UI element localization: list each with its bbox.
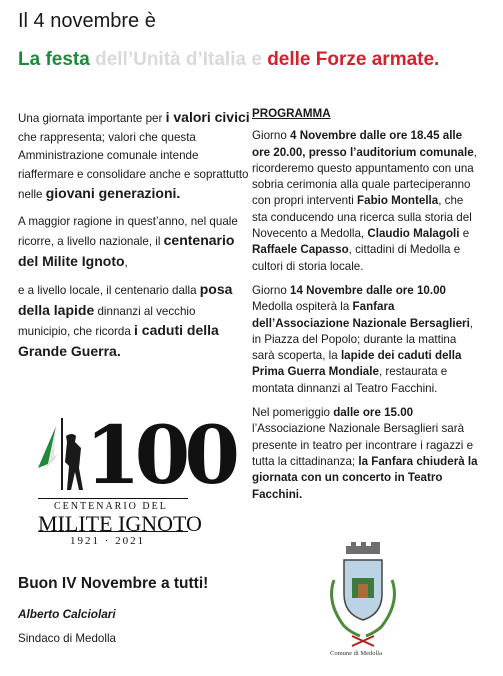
bold-text: 14 Novembre dalle ore 10.00 (290, 283, 446, 297)
highlight-text: giovani generazioni. (45, 185, 181, 201)
text: , ricorderemo questo appuntamento con una sobria cerimonia alla quale parteciperanno con propri interventi (252, 145, 477, 208)
text: Una giornata importante per (18, 112, 166, 125)
bold-text: lapide dei caduti della Prima Guerra Mondiale (252, 349, 462, 379)
text: e (459, 227, 470, 241)
title-red-part: delle Forze armate. (261, 49, 440, 70)
text: Giorno (252, 129, 291, 143)
title-white-part: dell’Unità d’Italia e (89, 49, 262, 70)
title-line-2 (18, 49, 439, 71)
bold-text: Fabio Montella (357, 194, 439, 208)
bold-text: Fanfara dell’Associazione Nazionale Bersaglieri (252, 300, 470, 330)
bold-text: 4 Novembre dalle ore 18.45 alle ore 20.00, presso l’auditorium comunale (252, 129, 474, 159)
intro-paragraph-1 (18, 108, 250, 205)
text: , in Piazza del Popolo; durante la mattina sarà scoperta, la (252, 316, 474, 363)
signer-name: Alberto Calciolari (18, 607, 116, 621)
text: Medolla ospiterà la (252, 300, 353, 314)
title-line-1: Il 4 novembre è (18, 10, 156, 32)
text: , che sta conducendo una ricerca sulla storia del Novecento a Medolla, (252, 194, 472, 241)
signer-role: Sindaco di Medolla (18, 632, 116, 645)
text: A maggior ragione in quest’anno, nel quale ricorre, a livello nazionale, il (18, 214, 238, 248)
bold-text: la Fanfara chiuderà la giornata con un concerto in Teatro Facchini. (252, 454, 478, 501)
text: che rappresenta; valori che questa Amministrazione comunale intende riaffermare e consolidare anche e soprattutto nelle (18, 130, 249, 201)
title-green-part: La festa (18, 49, 90, 70)
program-event-3 (252, 405, 480, 503)
text: l’Associazione Nazionale Bersaglieri sarà presente in teatro per incontrare i ragazzi e tutta la cittadinanza; (252, 422, 474, 468)
logo-divider (38, 498, 188, 499)
logo-number: 100 (85, 408, 234, 502)
soldier-silhouette-icon (65, 434, 83, 490)
text: , (124, 255, 128, 269)
municipal-crest-icon (322, 540, 404, 652)
logo-years: 1921 · 2021 (70, 535, 146, 547)
program-section (252, 106, 480, 511)
highlight-text: i valori civici (165, 109, 250, 125)
text: Nel pomeriggio (252, 406, 334, 420)
intro-paragraph-3 (18, 280, 250, 362)
highlight-text: posa della lapide (18, 281, 233, 318)
text: , cittadini di Medolla e cultori di storia locale. (252, 243, 461, 273)
logo-milite-ignoto: MILITE IGNOTO (38, 511, 202, 536)
text: , restaurata e montata dinnanzi al Teatro Facchini. (252, 365, 448, 395)
text: Giorno (252, 283, 291, 297)
logo-divider (38, 531, 188, 532)
bold-text: Claudio Malagoli (367, 227, 460, 241)
text: e a livello locale, il centenario dalla (18, 284, 200, 297)
intro-text (18, 108, 250, 370)
closing-greeting: Buon IV Novembre a tutti! (18, 575, 209, 592)
program-event-1 (252, 128, 480, 275)
program-event-2 (252, 283, 480, 397)
bold-text: Raffaele Capasso (252, 243, 349, 257)
bold-text: dalle ore 15.00 (333, 406, 414, 420)
highlight-text: i caduti della Grande Guerra. (18, 322, 219, 359)
logo-centenario: CENTENARIO DEL (54, 501, 168, 512)
text: dinnanzi al vecchio municipio, che ricorda (18, 304, 196, 338)
program-heading: PROGRAMMA (252, 107, 331, 120)
highlight-text: centenario del Milite Ignoto (18, 232, 235, 269)
intro-paragraph-2 (18, 213, 250, 273)
crest-caption: Comune di Medolla (330, 650, 382, 657)
